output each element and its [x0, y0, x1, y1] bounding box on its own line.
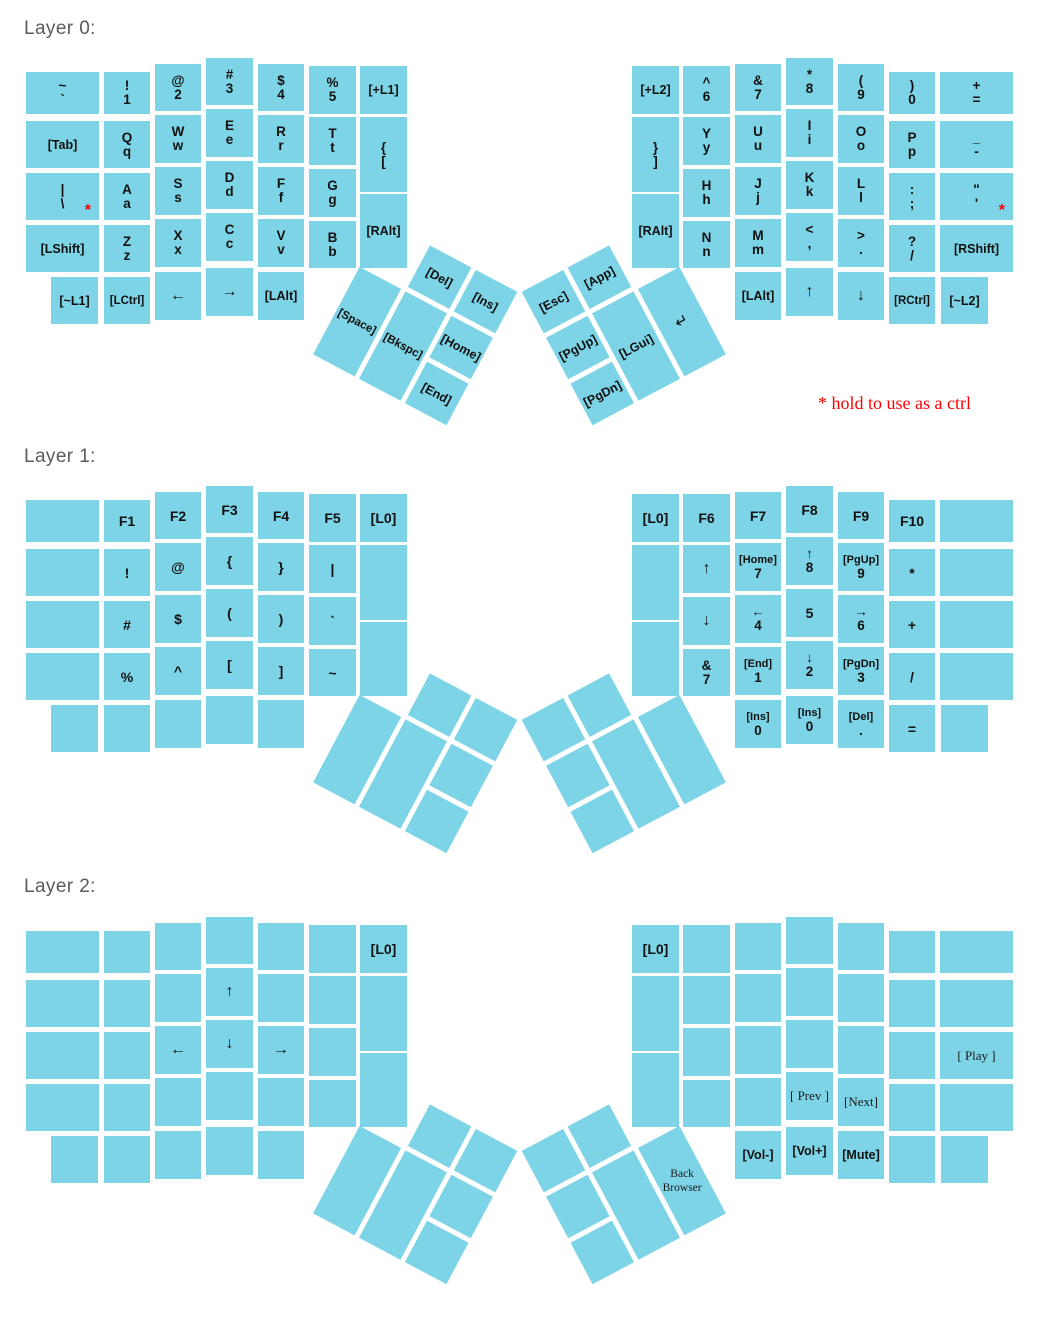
- key-~-symbol: ~ `: [26, 72, 99, 114]
- key-blank: [51, 705, 98, 752]
- key-up-arrow-8: ↑ 8: [786, 537, 833, 585]
- key-blank: [155, 700, 201, 748]
- key-esc: [Esc]: [522, 270, 586, 334]
- key-v-v: V v: [258, 219, 304, 267]
- key-blank: [104, 931, 150, 973]
- layer-0-title: Layer 0:: [24, 18, 96, 39]
- layer-2-title: Layer 2:: [24, 876, 96, 897]
- key-blank: [941, 1136, 988, 1183]
- key-lalt: [LAlt]: [258, 272, 304, 320]
- key-z-z: Z z: [104, 225, 150, 272]
- key-c-c: C c: [206, 213, 253, 261]
- key-symbol: |: [309, 545, 356, 593]
- key-symbol: ): [258, 595, 304, 643]
- key-blank: [683, 1028, 730, 1076]
- key-tab: [Tab]: [26, 121, 99, 168]
- key-blank: [26, 931, 99, 973]
- key-bkspc: [Bkspc]: [359, 291, 447, 400]
- key-symbol: !: [104, 549, 150, 596]
- key-down-arrow-2: ↓ 2: [786, 641, 833, 689]
- key-blank: [838, 923, 884, 970]
- key-f5: F5: [309, 494, 356, 542]
- key-blank: [683, 1080, 730, 1127]
- key-n-n: N n: [683, 221, 730, 268]
- key-blank: [735, 1078, 781, 1126]
- key-blank: [940, 931, 1013, 973]
- key-f2: F2: [155, 492, 201, 539]
- key-back-browser: Back Browser: [638, 1126, 726, 1235]
- key-+-symbol: + =: [940, 72, 1013, 114]
- key-symbol-symbol: " ' *: [940, 173, 1013, 220]
- key-i-i: I i: [786, 109, 833, 157]
- key-rctrl: [RCtrl]: [889, 277, 935, 324]
- key-f1: F1: [104, 500, 150, 542]
- key-prev: [ Prev ]: [786, 1072, 833, 1120]
- key-symbol: }: [258, 543, 304, 591]
- key-right-arrow-6: → 6: [838, 595, 884, 643]
- key-f10: F10: [889, 500, 935, 542]
- key-blank: [309, 976, 356, 1024]
- key-blank: [632, 976, 679, 1051]
- key-blank: [889, 1032, 935, 1079]
- key-blank: [786, 968, 833, 1016]
- key-symbol-symbol: { [: [360, 117, 407, 192]
- key-ralt: [RAlt]: [632, 194, 679, 268]
- key-u-u: U u: [735, 115, 781, 163]
- key-symbol-symbol: } ]: [632, 117, 679, 192]
- key-j-j: J j: [735, 167, 781, 215]
- key-e-e: E e: [206, 109, 253, 157]
- key-blank: [632, 545, 679, 620]
- key-lctrl: [LCtrl]: [104, 277, 150, 324]
- key-blank: [683, 976, 730, 1024]
- key-ins: [Ins]: [454, 270, 518, 334]
- key-next: [Next]: [838, 1078, 884, 1126]
- key-blank: [155, 1131, 201, 1179]
- key-blank: [889, 1136, 935, 1183]
- key-blank: [26, 500, 99, 542]
- key-blank: [309, 1080, 356, 1127]
- key-blank: [735, 923, 781, 970]
- key-blank: [26, 653, 99, 700]
- key-app: [App]: [568, 245, 632, 309]
- key-q-q: Q q: [104, 121, 150, 168]
- key-p-p: P p: [889, 121, 935, 168]
- key-pgdn-3: [PgDn] 3: [838, 647, 884, 695]
- key-vol: [Vol-]: [735, 1131, 781, 1179]
- key-symbol-1: ! 1: [104, 72, 150, 114]
- key-blank: [940, 601, 1013, 648]
- key-up-arrow: ↑: [786, 268, 833, 316]
- key-rshift: [RShift]: [940, 225, 1013, 272]
- key-blank: [309, 1028, 356, 1076]
- key-blank: [258, 923, 304, 970]
- key-symbol: ]: [258, 647, 304, 695]
- key-blank: [838, 974, 884, 1022]
- key-symbol: `: [309, 597, 356, 645]
- key-down-arrow: ↓: [683, 597, 730, 645]
- key-up-arrow: ↑: [206, 968, 253, 1016]
- key-symbol-7: & 7: [735, 64, 781, 111]
- key-symbol: ^: [155, 647, 201, 695]
- hold-ctrl-asterisk: *: [84, 202, 91, 219]
- key-5: 5: [786, 589, 833, 637]
- key-blank: [940, 500, 1013, 542]
- key-mute: [Mute]: [838, 1131, 884, 1179]
- key-~: ~: [309, 649, 356, 696]
- key-+l2: [+L2]: [632, 66, 679, 114]
- key-symbol-symbol: ? /: [889, 225, 935, 272]
- key-f3: F3: [206, 486, 253, 533]
- key-symbol: {: [206, 537, 253, 585]
- key-play: [ Play ]: [940, 1032, 1013, 1079]
- hold-ctrl-note: * hold to use as a ctrl: [818, 393, 971, 413]
- key-right-arrow: →: [258, 1026, 304, 1074]
- key-symbol: @: [155, 543, 201, 591]
- key-symbol-symbol: | \ *: [26, 173, 99, 220]
- key-blank: [258, 974, 304, 1022]
- key-blank: [735, 974, 781, 1022]
- key-blank: [104, 1084, 150, 1131]
- key-g-g: G g: [309, 169, 356, 217]
- key-f7: F7: [735, 492, 781, 539]
- key-blank: [104, 705, 150, 752]
- hold-ctrl-asterisk: *: [998, 202, 1005, 219]
- key-blank: [940, 1084, 1013, 1131]
- key-symbol: =: [889, 705, 935, 752]
- key-l0: [L0]: [632, 925, 679, 973]
- key-+: +: [889, 601, 935, 648]
- key-blank: [786, 917, 833, 964]
- key-blank: [889, 931, 935, 973]
- key-y-y: Y y: [683, 117, 730, 165]
- key-ins-0: [Ins] 0: [786, 696, 833, 744]
- key-a-a: A a: [104, 173, 150, 220]
- key-blank: [360, 976, 407, 1051]
- key-m-m: M m: [735, 219, 781, 267]
- key-~l1: [~L1]: [51, 277, 98, 324]
- key-blank: [206, 917, 253, 964]
- key-symbol-symbol: _ -: [940, 121, 1013, 168]
- key-symbol-symbol: > .: [838, 219, 884, 267]
- key-r-r: R r: [258, 115, 304, 163]
- key-t-t: T t: [309, 117, 356, 165]
- key-blank: [940, 549, 1013, 596]
- key-home-7: [Home] 7: [735, 543, 781, 591]
- key-pgup: [PgUp]: [546, 316, 610, 380]
- key-down-arrow: ↓: [838, 272, 884, 320]
- key-symbol: #: [104, 601, 150, 648]
- key-d-d: D d: [206, 161, 253, 209]
- key-blank: [735, 1026, 781, 1074]
- key-blank: [26, 980, 99, 1027]
- key-blank: [786, 1020, 833, 1068]
- key-blank: [104, 1032, 150, 1079]
- key-blank: [258, 1131, 304, 1179]
- key-blank: [258, 1078, 304, 1126]
- key-enter: ↵: [638, 267, 726, 376]
- key-blank: [104, 980, 150, 1027]
- key-f8: F8: [786, 486, 833, 533]
- key-down-arrow: ↓: [206, 1020, 253, 1068]
- key-blank: [683, 925, 730, 973]
- key-space: [Space]: [313, 267, 401, 376]
- key-vol+: [Vol+]: [786, 1127, 833, 1175]
- key-pgup-9: [PgUp] 9: [838, 543, 884, 591]
- key-lshift: [LShift]: [26, 225, 99, 272]
- key-f9: F9: [838, 492, 884, 539]
- key-f-f: F f: [258, 167, 304, 215]
- key-lgui: [LGui]: [592, 291, 680, 400]
- key-blank: [889, 1084, 935, 1131]
- key-blank: [889, 980, 935, 1027]
- key-end: [End]: [405, 362, 469, 426]
- key-symbol-5: % 5: [309, 66, 356, 114]
- key-blank: [838, 1026, 884, 1074]
- key-symbol: *: [889, 549, 935, 596]
- key-blank: [309, 925, 356, 973]
- key-s-s: S s: [155, 167, 201, 215]
- key-h-h: H h: [683, 169, 730, 217]
- key-symbol: /: [889, 653, 935, 700]
- key-pgdn: [PgDn]: [570, 362, 634, 426]
- key-symbol-symbol: < ,: [786, 213, 833, 261]
- key-x-x: X x: [155, 219, 201, 267]
- key-blank: [940, 653, 1013, 700]
- key-left-arrow: ←: [155, 1026, 201, 1074]
- key-l0: [L0]: [632, 494, 679, 542]
- key-blank: [26, 1084, 99, 1131]
- key-+l1: [+L1]: [360, 66, 407, 114]
- key-blank: [26, 549, 99, 596]
- key-symbol-4: $ 4: [258, 64, 304, 111]
- key-blank: [940, 980, 1013, 1027]
- key-blank: [258, 700, 304, 748]
- key-f6: F6: [683, 494, 730, 542]
- key-blank: [206, 1127, 253, 1175]
- key-lalt: [LAlt]: [735, 272, 781, 320]
- key-b-b: B b: [309, 221, 356, 268]
- key-symbol: (: [206, 589, 253, 637]
- key-symbol-9: ( 9: [838, 64, 884, 111]
- key-del: [Del]: [408, 245, 472, 309]
- key-symbol: $: [155, 595, 201, 643]
- key-blank: [155, 1078, 201, 1126]
- key-symbol-3: # 3: [206, 58, 253, 105]
- key-symbol: [: [206, 641, 253, 689]
- key-up-arrow: ↑: [683, 545, 730, 593]
- key-symbol-8: * 8: [786, 58, 833, 105]
- key-blank: [155, 974, 201, 1022]
- key-symbol-2: @ 2: [155, 64, 201, 111]
- key-home: [Home]: [429, 316, 493, 380]
- key-blank: [104, 1136, 150, 1183]
- key-blank: [51, 1136, 98, 1183]
- key-ralt: [RAlt]: [360, 194, 407, 268]
- key-l-l: L l: [838, 167, 884, 215]
- key-left-arrow-4: ← 4: [735, 595, 781, 643]
- key-o-o: O o: [838, 115, 884, 163]
- key-right-arrow: →: [206, 268, 253, 316]
- key-del-symbol: [Del] .: [838, 700, 884, 748]
- key-ins-0: [Ins] 0: [735, 700, 781, 748]
- key-f4: F4: [258, 492, 304, 539]
- key-blank: [155, 923, 201, 970]
- key-w-w: W w: [155, 115, 201, 163]
- key-l0: [L0]: [360, 925, 407, 973]
- key-blank: [206, 696, 253, 744]
- key-~l2: [~L2]: [941, 277, 988, 324]
- key-symbol-0: ) 0: [889, 72, 935, 114]
- key-symbol-6: ^ 6: [683, 66, 730, 114]
- key-blank: [360, 545, 407, 620]
- key-left-arrow: ←: [155, 272, 201, 320]
- key-blank: [206, 1072, 253, 1120]
- layer-1-title: Layer 1:: [24, 446, 96, 467]
- key-symbol: %: [104, 653, 150, 700]
- key-k-k: K k: [786, 161, 833, 209]
- key-end-1: [End] 1: [735, 647, 781, 695]
- key-symbol-7: & 7: [683, 649, 730, 696]
- key-blank: [26, 1032, 99, 1079]
- key-blank: [941, 705, 988, 752]
- key-blank: [26, 601, 99, 648]
- key-l0: [L0]: [360, 494, 407, 542]
- key-symbol-symbol: : ;: [889, 173, 935, 220]
